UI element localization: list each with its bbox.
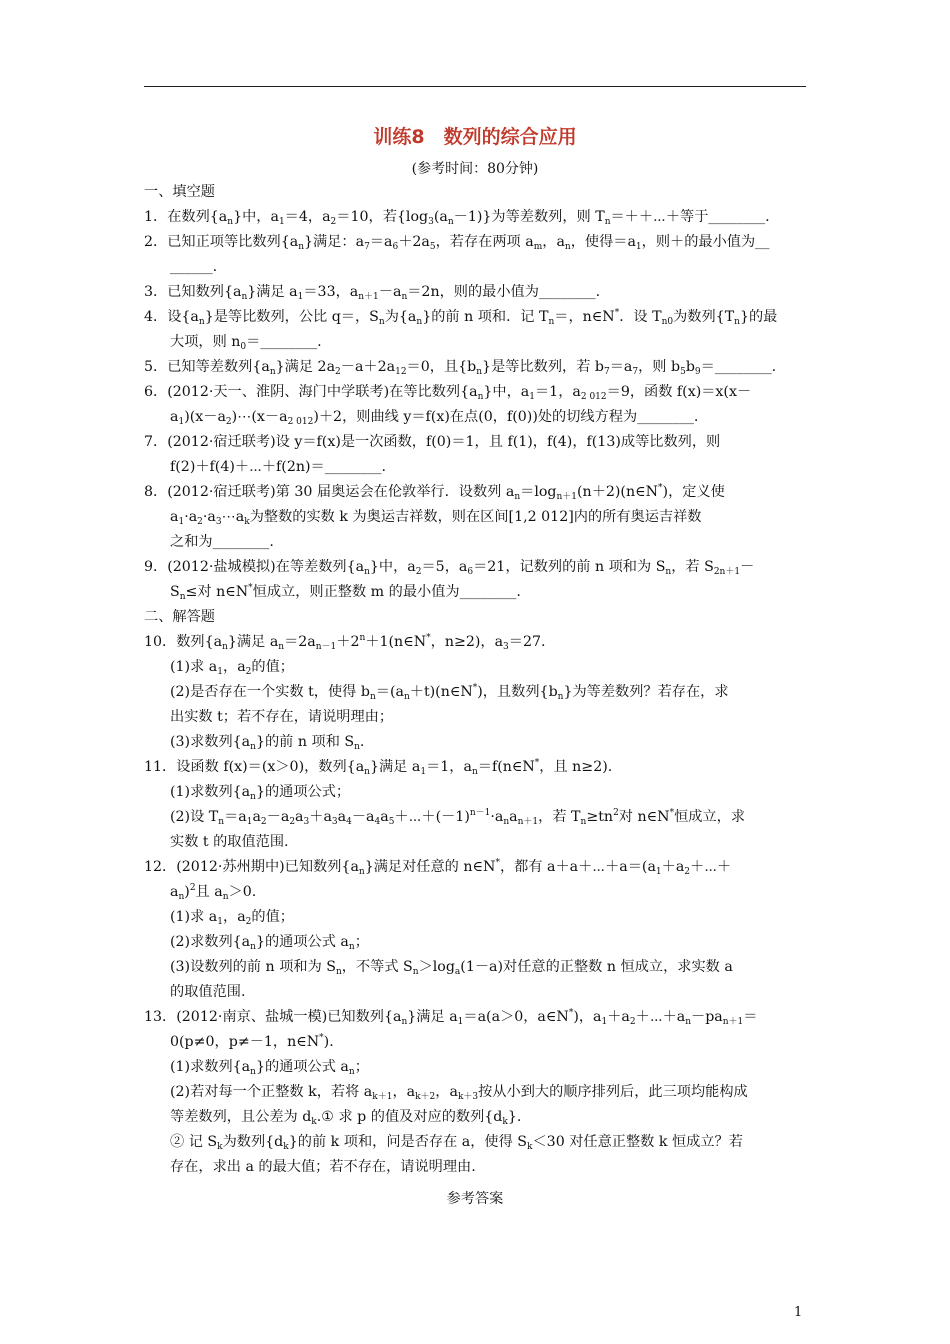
text-line: 0(p≠0，p≠－1，n∈N*). — [170, 1033, 334, 1050]
text-line: (2)设 $T_n=a_1a_2-a_2a_3+a_3a_4-a_4a_5+\cdots+(-1)^{n-1}\cdot a_na_{n+1}$，若 $T_n\ge tn^2$对 n∈N*恒成立，求 — [170, 808, 746, 827]
text-line: 二、解答题 — [144, 609, 215, 625]
text-line: 存在，求出 a 的最大值；若不存在，请说明理由. — [170, 1159, 476, 1175]
reference-time: (参考时间：80分钟) — [411, 161, 539, 177]
text-line: 13．(2012·南京、盐城一模)已知数列$\{a_n\}$满足 $a_1=a(a>0$，a∈N*)，$a_1+a_2+\cdots+a_n-pa_{n+1}=$ — [144, 1008, 758, 1027]
text-line: 4．设$\{a_n\}$是等比数列，公比 q＝，$S_n$为$\{a_n\}$的前 n 项和．记 $T_n=$，n∈N*．设 $T_{n0}$为数列$\{T_n\}$的最 — [144, 308, 778, 327]
text-line: 5．已知等差数列$\{a_n\}$满足 $2a_2-a+2a_{12}=0$，且$\{b_n\}$是等比数列，若 $b_7=a_7$，则 $b_5b_9=\_\_\_\_\_\_\_\_$. — [144, 359, 777, 377]
page-number: 1 — [794, 1305, 803, 1320]
text-line: 11．设函数 f(x)＝(x＞0)，数列$\{a_n\}$满足 $a_1=1$，$a_n=f(n\in N^*$，且 n≥2). — [144, 758, 613, 777]
text-line: (1)求 $a_1$，$a_2$的值； — [170, 909, 294, 927]
text-line: 一、填空题 — [144, 184, 215, 200]
text-line: 9．(2012·盐城模拟)在等差数列$\{a_n\}$中，$a_2=5$，$a_6=21$，记数列的前 n 项和为 $S_n$，若 $S_{2n+1}-$ — [144, 559, 755, 577]
text-line: 1．在数列$\{a_n\}$中，$a_1=4$，$a_2=10$，若$\{\log_3(a_n-1)\}$为等差数列，则 $T_n=++\cdots+$等于________. — [144, 209, 770, 227]
text-line: 等差数列，且公差为 $d_k.①$ 求 p 的值及对应的数列$\{d_k\}$. — [170, 1109, 522, 1127]
text-line: ______. — [170, 259, 218, 275]
page-title: 训练8 数列的综合应用 — [373, 126, 577, 148]
text-line: 之和为________. — [170, 534, 274, 550]
text-line: 的取值范围. — [170, 984, 246, 1000]
text-line: 大项，则 $n_0=\_\_\_\_\_\_\_\_$. — [170, 334, 322, 352]
header-rule — [144, 86, 806, 87]
text-line: $a_n)^2$且 $a_n>0$. — [170, 883, 257, 902]
text-line: ② 记 $S_k$为数列$\{d_k\}$的前 k 项和，问是否存在 a，使得 $S_k<30$ 对任意正整数 k 恒成立？若 — [170, 1134, 743, 1152]
answer-heading: 参考答案 — [446, 1191, 504, 1207]
text-line: f(2)＋f(4)＋⋯＋f(2n)＝________. — [170, 459, 386, 475]
text-line: 7．(2012·宿迁联考)设 y＝f(x)是一次函数，f(0)＝1，且 f(1)，f(4)，f(13)成等比数列，则 — [144, 434, 721, 450]
text-line: $a_1\cdot a_2\cdot a_3\cdots a_k$为整数的实数 k 为奥运吉祥数，则在区间[1,2 012]内的所有奥运吉祥数 — [170, 509, 702, 527]
text-line: (1)求数列$\{a_n\}$的通项公式； — [170, 784, 351, 802]
text-line: $S_n\le$对 n∈N*恒成立，则正整数 m 的最小值为________. — [170, 583, 521, 602]
text-line: (1)求 $a_1$，$a_2$的值； — [170, 659, 294, 677]
text-line: 实数 t 的取值范围. — [170, 834, 289, 850]
text-line: (3)设数列的前 n 项和为 $S_n$，不等式 $S_n>\log_a(1-a)$对任意的正整数 n 恒成立，求实数 a — [170, 959, 733, 977]
text-line: 12．(2012·苏州期中)已知数列$\{a_n\}$满足对任意的 n∈N*，都有 $a+a+\cdots+a=(a_1+a_2+\cdots+$ — [144, 858, 732, 877]
text-line: 3．已知数列$\{a_n\}$满足 $a_1=33$，$a_{n+1}-a_n=2n$，则的最小值为________. — [144, 284, 601, 302]
text-line: 8．(2012·宿迁联考)第 30 届奥运会在伦敦举行．设数列 $a_n=\log_{n+1}(n+2)(n\in N^*)$，定义使 — [144, 483, 725, 502]
text-line: 出实数 t；若不存在，请说明理由； — [170, 709, 394, 725]
text-line: (2)若对每一个正整数 k，若将 $a_{k+1}$，$a_{k+2}$，$a_{k+3}$按从小到大的顺序排列后，此三项均能构成 — [170, 1084, 748, 1102]
text-line: (1)求数列$\{a_n\}$的通项公式 $a_n$； — [170, 1059, 369, 1077]
text-line: 2．已知正项等比数列$\{a_n\}$满足：$a_7=a_6+2a_5$，若存在两项 $a_m$，$a_n$，使得$=a_1$，则＋的最小值为__ — [144, 234, 770, 252]
text-line: 10．数列$\{a_n\}$满足 $a_n=2a_{n-1}+2^n+1(n\in N^*$，n≥2)，$a_3=27$. — [144, 633, 546, 652]
text-line: (2)是否存在一个实数 t，使得 $b_n=(a_n+t)(n\in N^*)$，且数列$\{b_n\}$为等差数列？若存在，求 — [170, 683, 729, 702]
text-line: (3)求数列$\{a_n\}$的前 n 项和 $S_n$. — [170, 734, 365, 752]
text-line: 6．(2012·天一、淮阴、海门中学联考)在等比数列$\{a_n\}$中，$a_1=1$，$a_{2 012}=9$，函数 f(x)＝x(x－ — [144, 384, 752, 402]
text-line: $a_1)(x-a_2)\cdots(x-a_{2 012})+2$，则曲线 y＝f(x)在点(0，f(0))处的切线方程为________. — [170, 409, 699, 427]
text-line: (2)求数列$\{a_n\}$的通项公式 $a_n$； — [170, 934, 369, 952]
